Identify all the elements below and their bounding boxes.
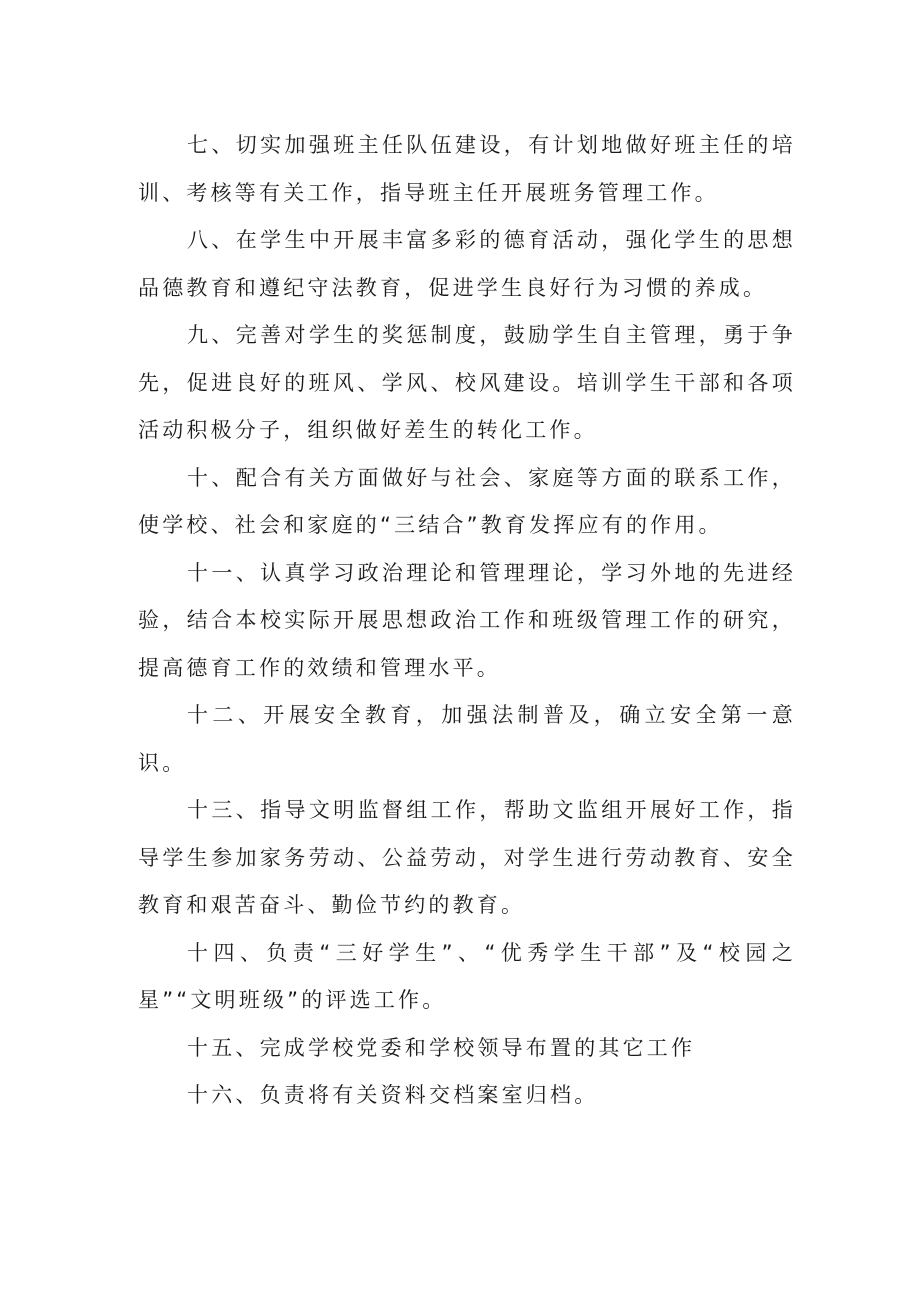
- paragraph-9: 九、完善对学生的奖惩制度，鼓励学生自主管理，勇于争先，促进良好的班风、学风、校风建设。培训学生干部和各项活动积极分子，组织做好差生的转化工作。: [138, 323, 796, 442]
- paragraph-7: 七、切实加强班主任队伍建设，有计划地做好班主任的培训、考核等有关工作，指导班主任开展班务管理工作。: [138, 133, 796, 205]
- paragraph-15: 十五、完成学校党委和学校领导布置的其它工作: [187, 1035, 696, 1060]
- paragraph-14: 十四、负责“三好学生”、“优秀学生干部”及“校园之星”“文明班级”的评选工作。: [138, 940, 796, 1012]
- paragraph-11: 十一、认真学习政治理论和管理理论，学习外地的先进经验，结合本校实际开展思想政治工作和班级管理工作的研究，提高德育工作的效绩和管理水平。: [138, 560, 796, 680]
- paragraph-8: 八、在学生中开展丰富多彩的德育活动，强化学生的思想品德教育和遵纪守法教育，促进学生良好行为习惯的养成。: [138, 228, 796, 300]
- paragraph-12: 十二、开展安全教育，加强法制普及，确立安全第一意识。: [138, 703, 796, 775]
- paragraph-13: 十三、指导文明监督组工作，帮助文监组开展好工作，指导学生参加家务劳动、公益劳动，对学生进行劳动教育、安全教育和艰苦奋斗、勤俭节约的教育。: [138, 798, 796, 917]
- document-body: [138, 122, 796, 1120]
- paragraph-10: 十、配合有关方面做好与社会、家庭等方面的联系工作，使学校、社会和家庭的“三结合”教育发挥应有的作用。: [138, 465, 796, 537]
- paragraph-16: 十六、负责将有关资料交档案室归档。: [187, 1083, 599, 1107]
